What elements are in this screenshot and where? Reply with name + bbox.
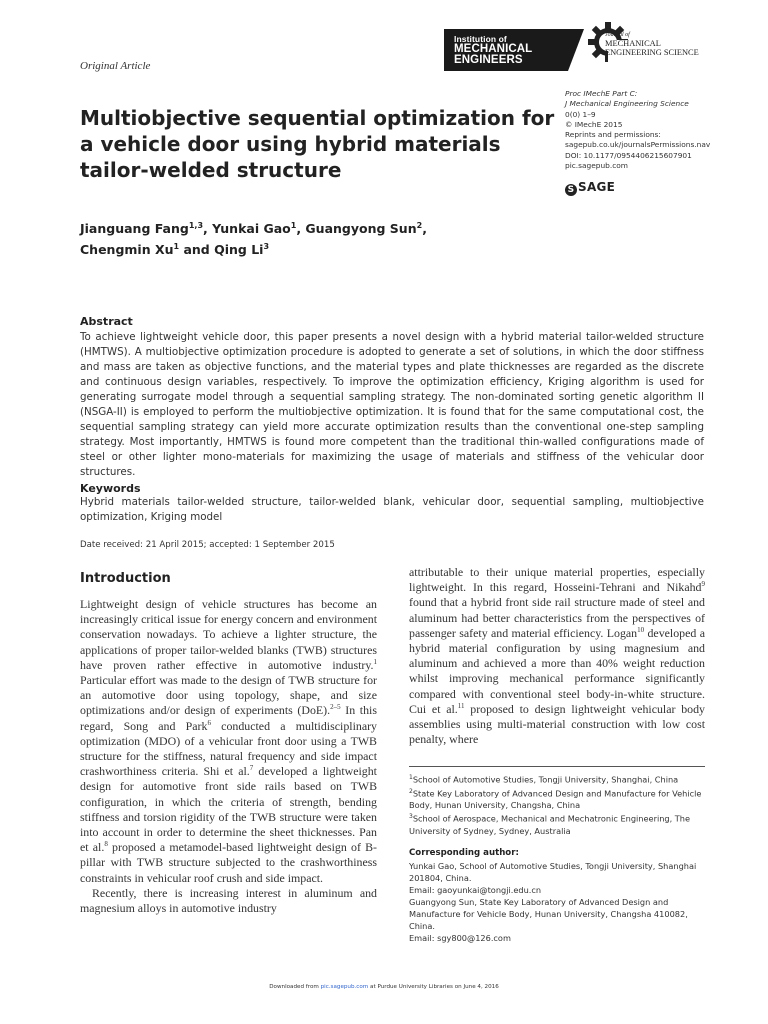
affiliation-sup: 2 xyxy=(409,787,413,795)
copyright: © IMechE 2015 xyxy=(565,119,623,129)
affiliation-text: School of Automotive Studies, Tongji University, Shanghai, China xyxy=(412,774,679,785)
author-affil-sup: 1 xyxy=(290,221,297,230)
author-affil-sup: 2 xyxy=(416,221,423,230)
body-text: Particular effort was made to the design of TWB structure for an automotive door using topology, shape, and size optimizations and/or design of experiments (DoE). xyxy=(80,673,377,718)
author-name: Chengmin Xu xyxy=(80,242,174,258)
affiliation-sup: 1 xyxy=(409,774,413,781)
imeche-logo-line1: Institution of xyxy=(454,34,507,44)
permissions-link[interactable]: sagepub.co.uk/journalsPermissions.nav xyxy=(565,140,711,150)
introduction-heading: Introduction xyxy=(80,571,171,586)
body-column-left xyxy=(80,597,377,916)
corresponding-email[interactable]: Email: sgy800@126.com xyxy=(409,933,511,943)
body-text: proposed to design lightweight vehicular body assemblies using multi-material construction with low cost penalty, where xyxy=(409,701,705,747)
body-text: developed a lightweight design for automotive front side rails based on TWB configuration, in which the criteria of strength, bending stiffness and torsion rigidity of the TWB structure were taken into account in order to determine the sheet thicknesses. Pan et al. xyxy=(80,764,377,855)
author-affil-sup: 1,3 xyxy=(188,221,204,230)
citation-ref: 2–5 xyxy=(330,703,341,712)
sage-logo-s-icon: S xyxy=(565,184,577,196)
title-line: tailor-welded structure xyxy=(80,158,342,182)
author-name: Qing Li xyxy=(214,242,264,258)
sage-logo-text: SAGE xyxy=(578,180,616,194)
citation-ref: 7 xyxy=(249,764,254,773)
sage-logo xyxy=(565,180,615,196)
citation-ref: 11 xyxy=(457,701,465,710)
journal-logo-line2: MECHANICAL xyxy=(605,39,661,48)
author-name: Jianguang Fang xyxy=(80,221,189,237)
author-and: and xyxy=(183,242,210,258)
corresponding-heading: Corresponding author: xyxy=(409,848,519,858)
imeche-logo-line2: MECHANICAL xyxy=(454,43,533,55)
date-received: Date received: 21 April 2015; accepted: 1 September 2015 xyxy=(80,540,335,550)
journal-logo-line1: Journal of xyxy=(605,32,630,38)
affiliation xyxy=(409,811,707,837)
author-name: Guangyong Sun xyxy=(305,221,417,237)
body-text: attributable to their unique material properties, especially lightweight. In this regard, Hosseini-Tehrani and Nikahd xyxy=(409,565,705,595)
reprints-label: Reprints and permissions: xyxy=(565,130,661,140)
citation-ref: 1 xyxy=(373,657,377,666)
footer-link[interactable]: pic.sagepub.com xyxy=(320,984,369,990)
journal-logo-line3: ENGINEERING SCIENCE xyxy=(605,48,699,57)
body-paragraph xyxy=(80,597,377,886)
body-text: developed a hybrid material configuration by using magnesium and aluminum and achieved a more than 40% weight reduction whilst improving mechanical performance significantly compared with conventional steel body-in-white structure. Cui et al. xyxy=(409,625,705,716)
affiliation-text: State Key Laboratory of Advanced Design and Manufacture for Vehicle Body, Hunan University, Changsha, China xyxy=(409,788,702,811)
title-line: Multiobjective sequential optimization for xyxy=(80,106,555,130)
body-text: conducted a multidisciplinary optimization (MDO) of a vehicular front door using a TWB structure for the stiffness, natural frequency and side impact crashworthiness criteria. Shi et al. xyxy=(80,718,377,779)
keywords-text: Hybrid materials tailor-welded structure, tailor-welded blank, vehicular door, sequential sampling, multiobjective optimization, Kriging model xyxy=(80,496,704,523)
footer-text: Downloaded from xyxy=(269,984,321,990)
corresponding-line: Yunkai Gao, School of Automotive Studies, Tongji University, Shanghai 201804, China. xyxy=(409,861,697,883)
body-text: Lightweight design of vehicle structures has become an increasingly critical issue for energy concern and environment conservation nowadays. To achieve a lighter structure, the applications of proper tailor-welded blanks (TWB) structures have proven rather effective in automotive industry. xyxy=(80,597,377,672)
affiliation xyxy=(409,772,707,786)
journal-site-link[interactable]: pic.sagepub.com xyxy=(565,161,628,171)
issue-info: 0(0) 1–9 xyxy=(565,109,596,119)
affiliation xyxy=(409,786,707,812)
affiliations xyxy=(409,772,707,837)
body-text: proposed a metamodel-based lightweight design of B-pillar with TWB structure subjected to the crashworthiness constraints in vehicular roof crush and side impact. xyxy=(80,840,378,885)
body-paragraph xyxy=(409,565,705,747)
corresponding-line: Guangyong Sun, State Key Laboratory of Advanced Design and Manufacture for Vehicle Body, Hunan University, Changsha 410082, China. xyxy=(409,897,688,931)
author-list: Jianguang Fang$^{1,3}$, Yunkai Gao$^1$, Guangyong Sun$^2$, Chengmin Xu$^1$ and Qing Li$^3$ xyxy=(80,221,427,258)
citation-ref: 9 xyxy=(701,580,705,589)
imeche-logo-line3: ENGINEERS xyxy=(454,54,523,66)
body-paragraph: Recently, there is increasing interest in aluminum and magnesium alloys in automotive industry xyxy=(80,885,377,916)
imeche-logo xyxy=(444,29,584,71)
citation-ref: 6 xyxy=(207,718,211,727)
journal-logo xyxy=(605,32,699,57)
journal-name-line1: Proc IMechE Part C: xyxy=(565,89,638,98)
journal-meta xyxy=(565,89,710,171)
journal-name-line2: J Mechanical Engineering Science xyxy=(565,99,689,109)
footnote-divider xyxy=(409,766,705,767)
abstract-text: To achieve lightweight vehicle door, this paper presents a novel design with a hybrid material tailor-welded structure (HMTWS). A multiobjective optimization procedure is adopted to generate a set of solutions, in which the door stiffness and mass are taken as objective functions, and the material types and plate thicknesses are regarded as the discrete and continuous design variables, respectively. To improve the optimization efficiency, Kriging algorithm is used for generating surrogate model through a sequential sampling strategy. The non-dominated sorting genetic algorithm II (NSGA-II) is employed to perform the multiobjective optimization. It is found that for the same computational cost, the sequential sampling strategy can yield more accurate optimization results than the conventional one-step sampling strategy. Most importantly, HMTWS is found more competent than the traditional thin-walled configurations made of steel or other lighter mono-materials for maximizing the usage of materials and stiffness of the vehicular door structures. xyxy=(80,331,704,478)
author-affil-sup: 1 xyxy=(173,242,180,252)
article-type-label: Original Article xyxy=(80,60,151,72)
abstract-heading: Abstract xyxy=(80,315,133,328)
corresponding-authors xyxy=(409,860,707,944)
doi: DOI: 10.1177/0954406215607901 xyxy=(565,150,692,160)
download-footer xyxy=(0,984,768,990)
affiliation-text: School of Aerospace, Mechanical and Mechatronic Engineering, The University of Sydney, Sydney, Australia xyxy=(409,814,691,837)
title-line: a vehicle door using hybrid materials xyxy=(80,132,501,156)
body-text: In this regard, Song and Park xyxy=(80,703,377,733)
keywords-heading: Keywords xyxy=(80,482,141,495)
author-affil-sup: 3 xyxy=(263,242,270,252)
citation-ref: 8 xyxy=(104,840,108,849)
author-name: Yunkai Gao xyxy=(212,221,291,237)
body-text: found that a hybrid front side rail structure made of steel and aluminum had better characteristics from the perspectives of passenger safety and material efficiency. Logan xyxy=(409,595,705,640)
footer-text: at Purdue University Libraries on June 4, 2016 xyxy=(368,984,499,990)
affiliation-sup: 3 xyxy=(409,813,413,821)
body-column-right xyxy=(409,565,705,747)
article-title xyxy=(80,105,560,183)
citation-ref: 10 xyxy=(637,625,645,634)
corresponding-email[interactable]: Email: gaoyunkai@tongji.edu.cn xyxy=(409,885,542,895)
